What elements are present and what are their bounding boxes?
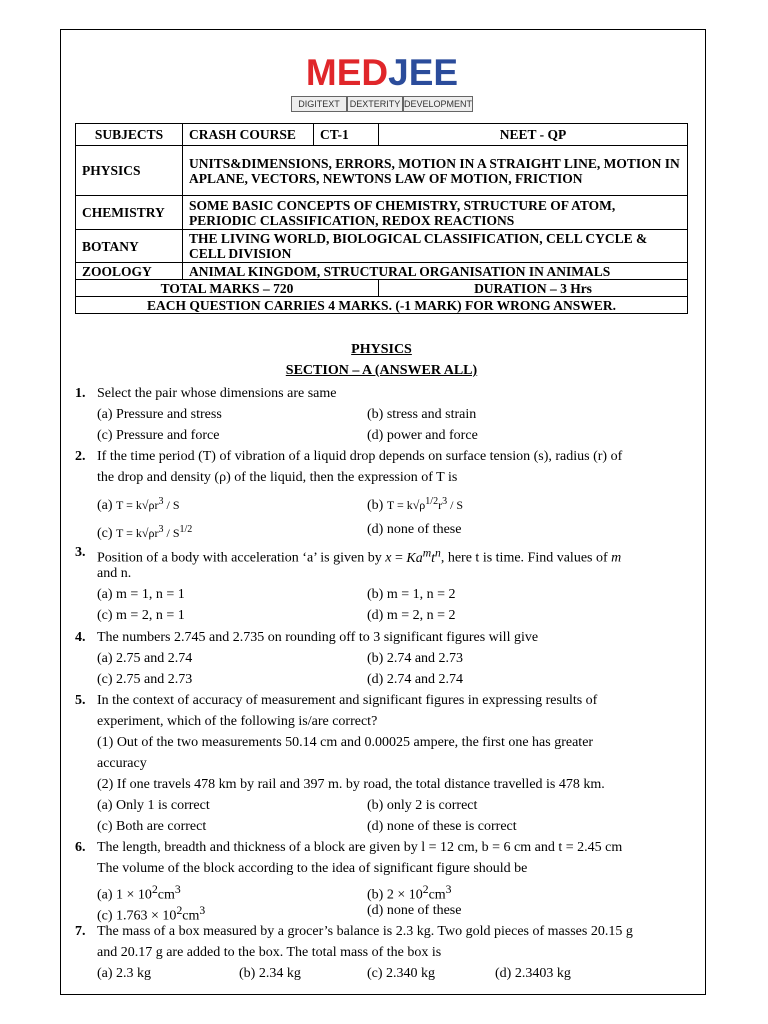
header-subjects: SUBJECTS xyxy=(76,124,183,146)
physics-topics: UNITS&DIMENSIONS, ERRORS, MOTION IN A STRAIGHT LINE, MOTION IN APLANE, VECTORS, NEWTONS LAW OF MOTION, FRICTION xyxy=(183,146,688,196)
q4-option-d: (d) 2.74 and 2.74 xyxy=(367,672,464,687)
header-crash-course: CRASH COURSE xyxy=(183,124,314,146)
q5-line3: (1) Out of the two measurements 50.14 cm and 0.00025 ampere, the first one has greater xyxy=(97,735,594,750)
q1-option-b: (b) stress and strain xyxy=(367,407,477,422)
syllabus-table xyxy=(75,123,688,314)
botany-topics: THE LIVING WORLD, BIOLOGICAL CLASSIFICATION, CELL CYCLE & CELL DIVISION xyxy=(183,230,688,263)
q3-option-d: (d) m = 2, n = 2 xyxy=(367,608,456,623)
q3-option-c: (c) m = 2, n = 1 xyxy=(97,608,185,623)
q5-option-b: (b) only 2 is correct xyxy=(367,798,478,813)
q7-option-b: (b) 2.34 kg xyxy=(239,966,301,981)
q2-option-a: (a) $T = k√\rho r^3 / S$ xyxy=(97,496,180,513)
section-title: SECTION – A (ANSWER ALL) xyxy=(285,363,478,378)
q5-option-c: (c) Both are correct xyxy=(97,819,207,834)
q1-option-d: (d) power and force xyxy=(367,428,478,443)
q7-line2: and 20.17 g are added to the box. The total mass of the box is xyxy=(97,945,442,960)
q6-option-d: (d) none of these xyxy=(367,903,462,918)
q7-option-d: (d) 2.3403 kg xyxy=(495,966,571,981)
q2-option-b: (b) $T = k√\rho^{1/2}r^3 / S$ xyxy=(367,496,464,513)
q6-option-b: (b) $2 \times 10^2cm^3$ xyxy=(367,883,452,903)
zoology-label: ZOOLOGY xyxy=(76,263,183,280)
q1-option-c: (c) Pressure and force xyxy=(97,428,220,443)
chemistry-label: CHEMISTRY xyxy=(76,196,183,230)
botany-label: BOTANY xyxy=(76,230,183,263)
q7-option-a: (a) 2.3 kg xyxy=(97,966,152,981)
header-ct: CT-1 xyxy=(314,124,379,146)
q3-option-b: (b) m = 1, n = 2 xyxy=(367,587,456,602)
q2-option-d: (d) none of these xyxy=(367,522,462,537)
q4-option-b: (b) 2.74 and 2.73 xyxy=(367,651,464,666)
q5-option-d: (d) none of these is correct xyxy=(367,819,517,834)
q1-option-a: (a) Pressure and stress xyxy=(97,407,222,422)
q3-option-a: (a) m = 1, n = 1 xyxy=(97,587,185,602)
zoology-topics: ANIMAL KINGDOM, STRUCTURAL ORGANISATION IN ANIMALS xyxy=(183,263,688,280)
q4-option-c: (c) 2.75 and 2.73 xyxy=(97,672,193,687)
duration: DURATION – 3 Hrs xyxy=(379,280,688,297)
q2-option-c: (c) $T = k√\rho r^3 / S^{1/2}$ xyxy=(97,524,193,541)
q2-line2: the drop and density (ρ) of the liquid, then the expression of T is xyxy=(97,470,458,485)
medjee-logo xyxy=(291,52,473,114)
header-neet: NEET - QP xyxy=(379,124,688,146)
q3-line2: and n. xyxy=(97,566,132,581)
chemistry-topics: SOME BASIC CONCEPTS OF CHEMISTRY, STRUCTURE OF ATOM, PERIODIC CLASSIFICATION, REDOX REACTIONS xyxy=(183,196,688,230)
q7-option-c: (c) 2.340 kg xyxy=(367,966,436,981)
q4-option-a: (a) 2.75 and 2.74 xyxy=(97,651,193,666)
q6-line2: The volume of the block according to the idea of significant figure should be xyxy=(97,861,528,876)
logo-tagline: DIGITEXT DEXTERITY DEVELOPMENT xyxy=(291,96,473,112)
section-subject: PHYSICS xyxy=(351,342,412,357)
q6-option-c: (c) $1.763 \times 10^2cm^3$ xyxy=(97,904,206,924)
marking-scheme: EACH QUESTION CARRIES 4 MARKS. (-1 MARK) FOR WRONG ANSWER. xyxy=(76,297,688,314)
physics-label: PHYSICS xyxy=(76,146,183,196)
total-marks: TOTAL MARKS – 720 xyxy=(76,280,379,297)
q5-line5: (2) If one travels 478 km by rail and 397 m. by road, the total distance travelled is 478 km. xyxy=(97,777,605,792)
q6-option-a: (a) $1 \times 10^2cm^3$ xyxy=(97,883,181,903)
q5-option-a: (a) Only 1 is correct xyxy=(97,798,210,813)
q5-line4: accuracy xyxy=(97,756,147,771)
logo-wordmark: MEDJEE xyxy=(305,52,459,93)
q5-line2: experiment, which of the following is/are correct? xyxy=(97,714,378,729)
